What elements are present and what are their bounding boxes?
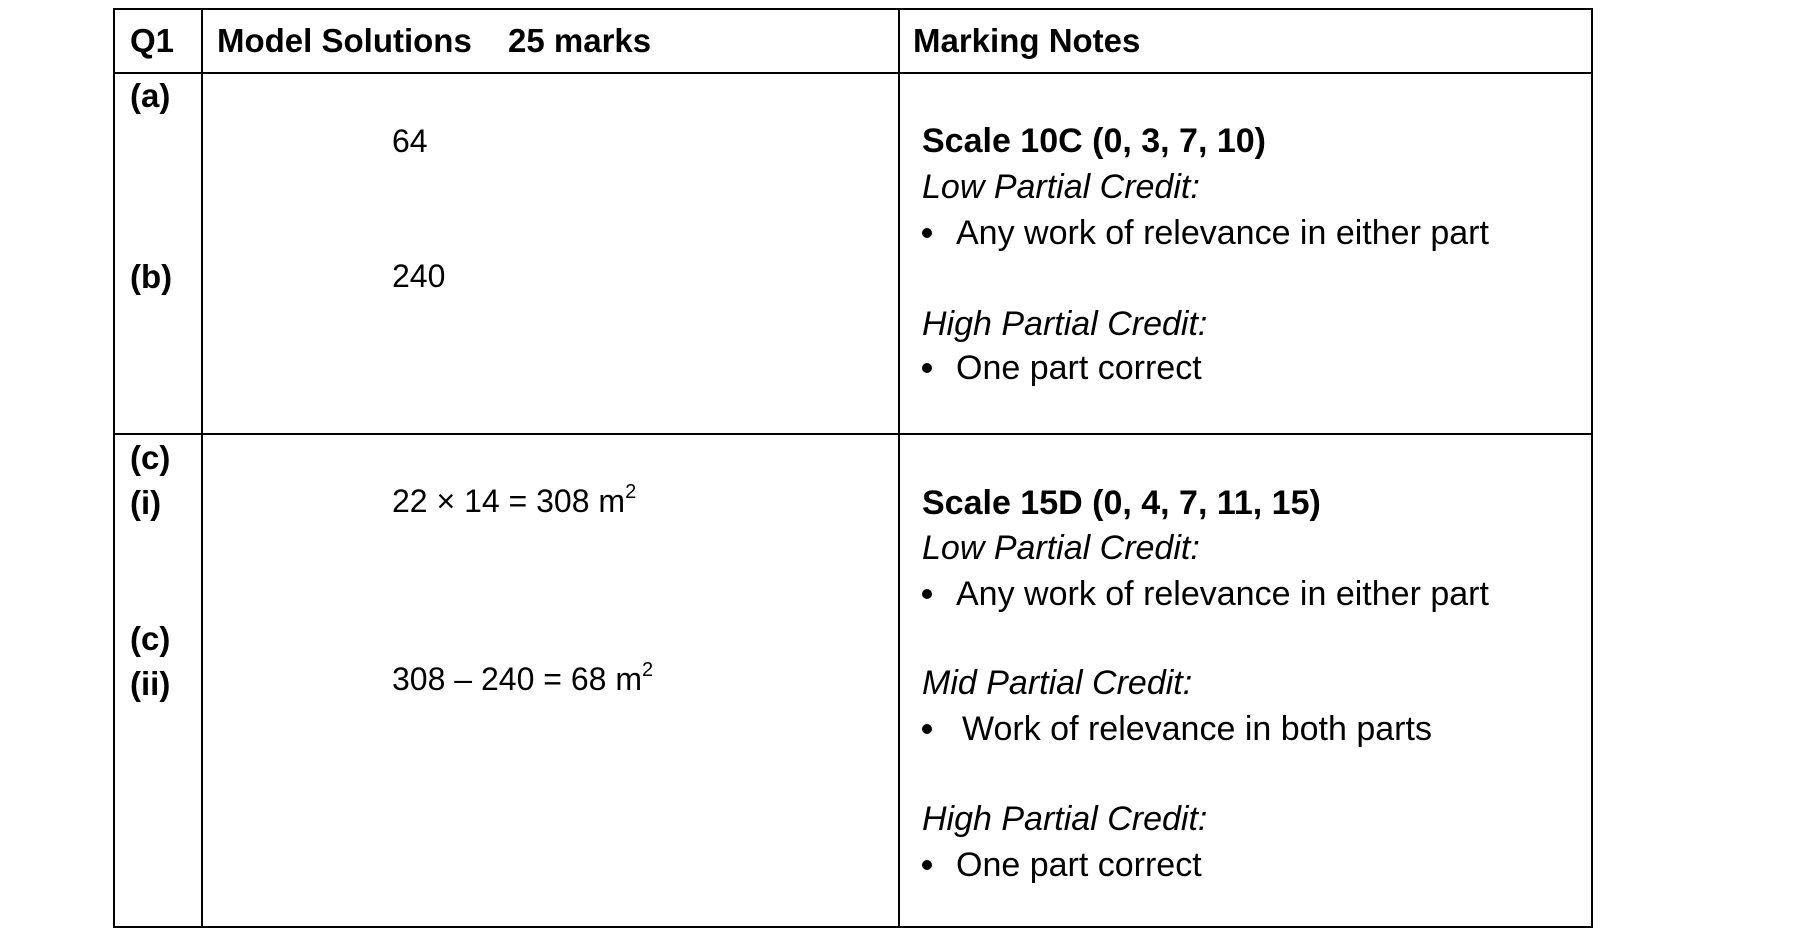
bullet-icon	[922, 860, 932, 870]
answer-ci: 22 × 14 = 308 $m^2$	[392, 481, 637, 519]
part-label-cii-c: (c)	[130, 620, 171, 657]
scale-10c: Scale 10C (0, 3, 7, 10)	[922, 122, 1266, 160]
answer-a: 64	[392, 123, 428, 159]
scale-15d: Scale 15D (0, 4, 7, 11, 15)	[922, 484, 1321, 522]
marking-scheme-table	[113, 8, 1593, 928]
header-marks: 25 marks	[508, 22, 652, 59]
c-low-partial-credit-item: Any work of relevance in either part	[922, 577, 1489, 611]
low-partial-credit-heading: Low Partial Credit:	[922, 168, 1200, 206]
c-high-partial-credit-heading: High Partial Credit:	[922, 800, 1208, 838]
high-partial-credit-item: One part correct	[922, 351, 1202, 385]
bullet-icon	[922, 363, 932, 373]
answer-cii: 308 – 240 = 68 $m^2$	[392, 659, 654, 697]
header-question-label: Q1	[130, 22, 175, 59]
bullet-icon	[922, 228, 932, 238]
column-divider-notes	[898, 10, 900, 926]
answer-b: 240	[392, 258, 446, 294]
low-partial-credit-item: Any work of relevance in either part	[922, 216, 1489, 250]
c-low-partial-credit-heading: Low Partial Credit:	[922, 529, 1200, 567]
c-mid-partial-credit-item: Work of relevance in both parts	[922, 712, 1432, 746]
header-model-solutions: Model Solutions	[217, 22, 472, 59]
part-label-b: (b)	[130, 258, 173, 295]
c-high-partial-credit-item: One part correct	[922, 848, 1202, 882]
part-label-ci-i: (i)	[130, 484, 162, 521]
part-label-a: (a)	[130, 77, 171, 114]
row-divider-c	[115, 433, 1591, 435]
bullet-icon	[922, 724, 932, 734]
part-label-cii-ii: (ii)	[130, 665, 171, 702]
header-marking-notes: Marking Notes	[913, 22, 1141, 59]
high-partial-credit-heading: High Partial Credit:	[922, 305, 1208, 343]
part-label-ci-c: (c)	[130, 439, 171, 476]
header-row-divider	[115, 72, 1591, 74]
column-divider-question	[201, 10, 203, 926]
c-mid-partial-credit-heading: Mid Partial Credit:	[922, 664, 1193, 702]
bullet-icon	[922, 589, 932, 599]
